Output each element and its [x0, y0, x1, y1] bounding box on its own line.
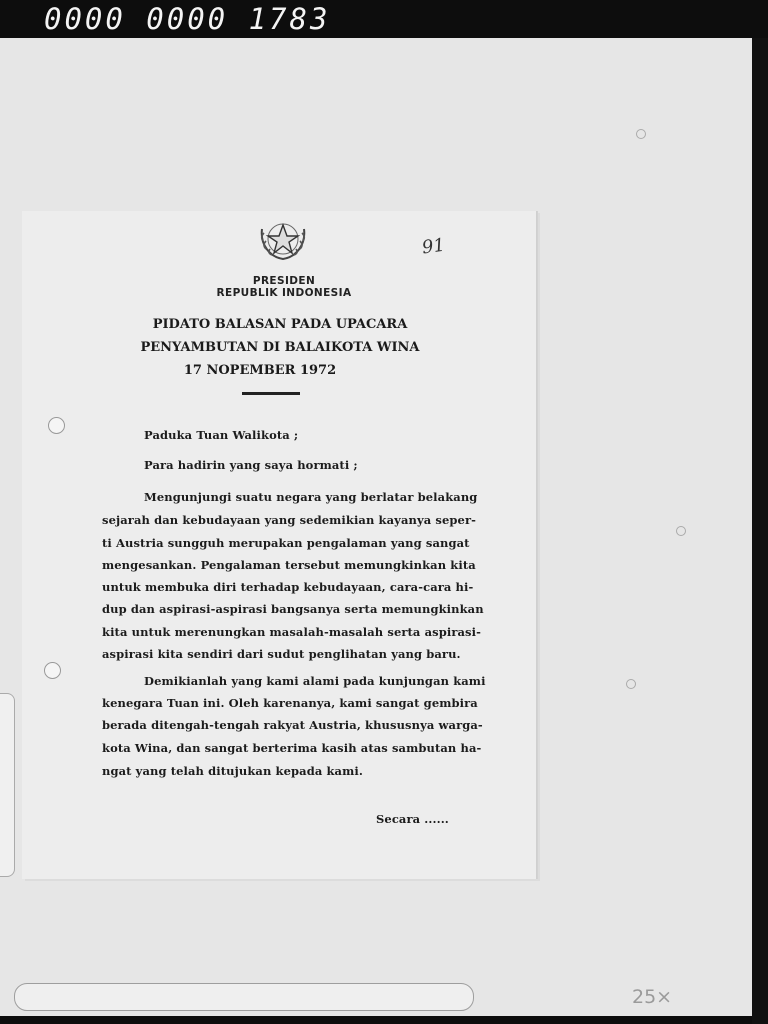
letterhead-line-2: REPUBLIK INDONESIA [216, 287, 352, 299]
letterhead-line-1: PRESIDEN [252, 275, 316, 287]
speech-date: 17 NOPEMBER 1972 [183, 363, 337, 378]
speech-title-line-1: PIDATO BALASAN PADA UPACARA [152, 317, 408, 332]
frame-number: 0000 0000 1783 [44, 2, 331, 36]
paragraph-1-line: ti Austria sungguh merupakan pengalaman yang sangat [102, 536, 470, 550]
film-mark [626, 679, 636, 689]
paragraph-1-line: sejarah dan kebudayaan yang sedemikian kayanya seper- [102, 513, 476, 527]
continuation-text: Secara ...... [376, 812, 449, 826]
speech-title-line-2: PENYAMBUTAN DI BALAIKOTA WINA [140, 340, 420, 355]
paragraph-2-line: Demikianlah yang kami alami pada kunjungan kami [144, 674, 486, 688]
paragraph-2-line: kota Wina, dan sangat berterima kasih atas sambutan ha- [102, 741, 482, 755]
paragraph-1-line: mengesankan. Pengalaman tersebut memungkinkan kita [102, 558, 476, 572]
left-tab [0, 693, 15, 877]
paragraph-1-line: aspirasi kita sendiri dari sudut penglihatan yang baru. [102, 647, 461, 661]
salutation: Para hadirin yang saya hormati ; [144, 458, 358, 472]
title-underline [242, 392, 300, 395]
magnification-label: 25× [632, 986, 673, 1008]
film-mark [676, 526, 686, 536]
paragraph-1-line: untuk membuka diri terhadap kebudayaan, cara-cara hi- [102, 580, 474, 594]
salutation: Paduka Tuan Walikota ; [144, 428, 299, 442]
binder-hole-top [48, 417, 65, 434]
film-edge [752, 38, 768, 1024]
paragraph-1-line: Mengunjungi suatu negara yang berlatar belakang [144, 490, 478, 504]
binder-hole-bottom [44, 662, 61, 679]
paragraph-1-line: kita untuk merenungkan masalah-masalah serta aspirasi- [102, 625, 481, 639]
paragraph-2-line: berada ditengah-tengah rakyat Austria, khususnya warga- [102, 718, 483, 732]
paragraph-2-line: kenegara Tuan ini. Oleh karenanya, kami sangat gembira [102, 696, 478, 710]
presidential-emblem-icon [250, 211, 316, 263]
handwritten-page-number: 91 [420, 234, 447, 259]
paragraph-1-line: dup dan aspirasi-aspirasi bangsanya serta memungkinkan [102, 602, 484, 616]
film-mark [636, 129, 646, 139]
frame-slider[interactable] [14, 983, 474, 1011]
paragraph-2-line: ngat yang telah ditujukan kepada kami. [102, 764, 363, 778]
